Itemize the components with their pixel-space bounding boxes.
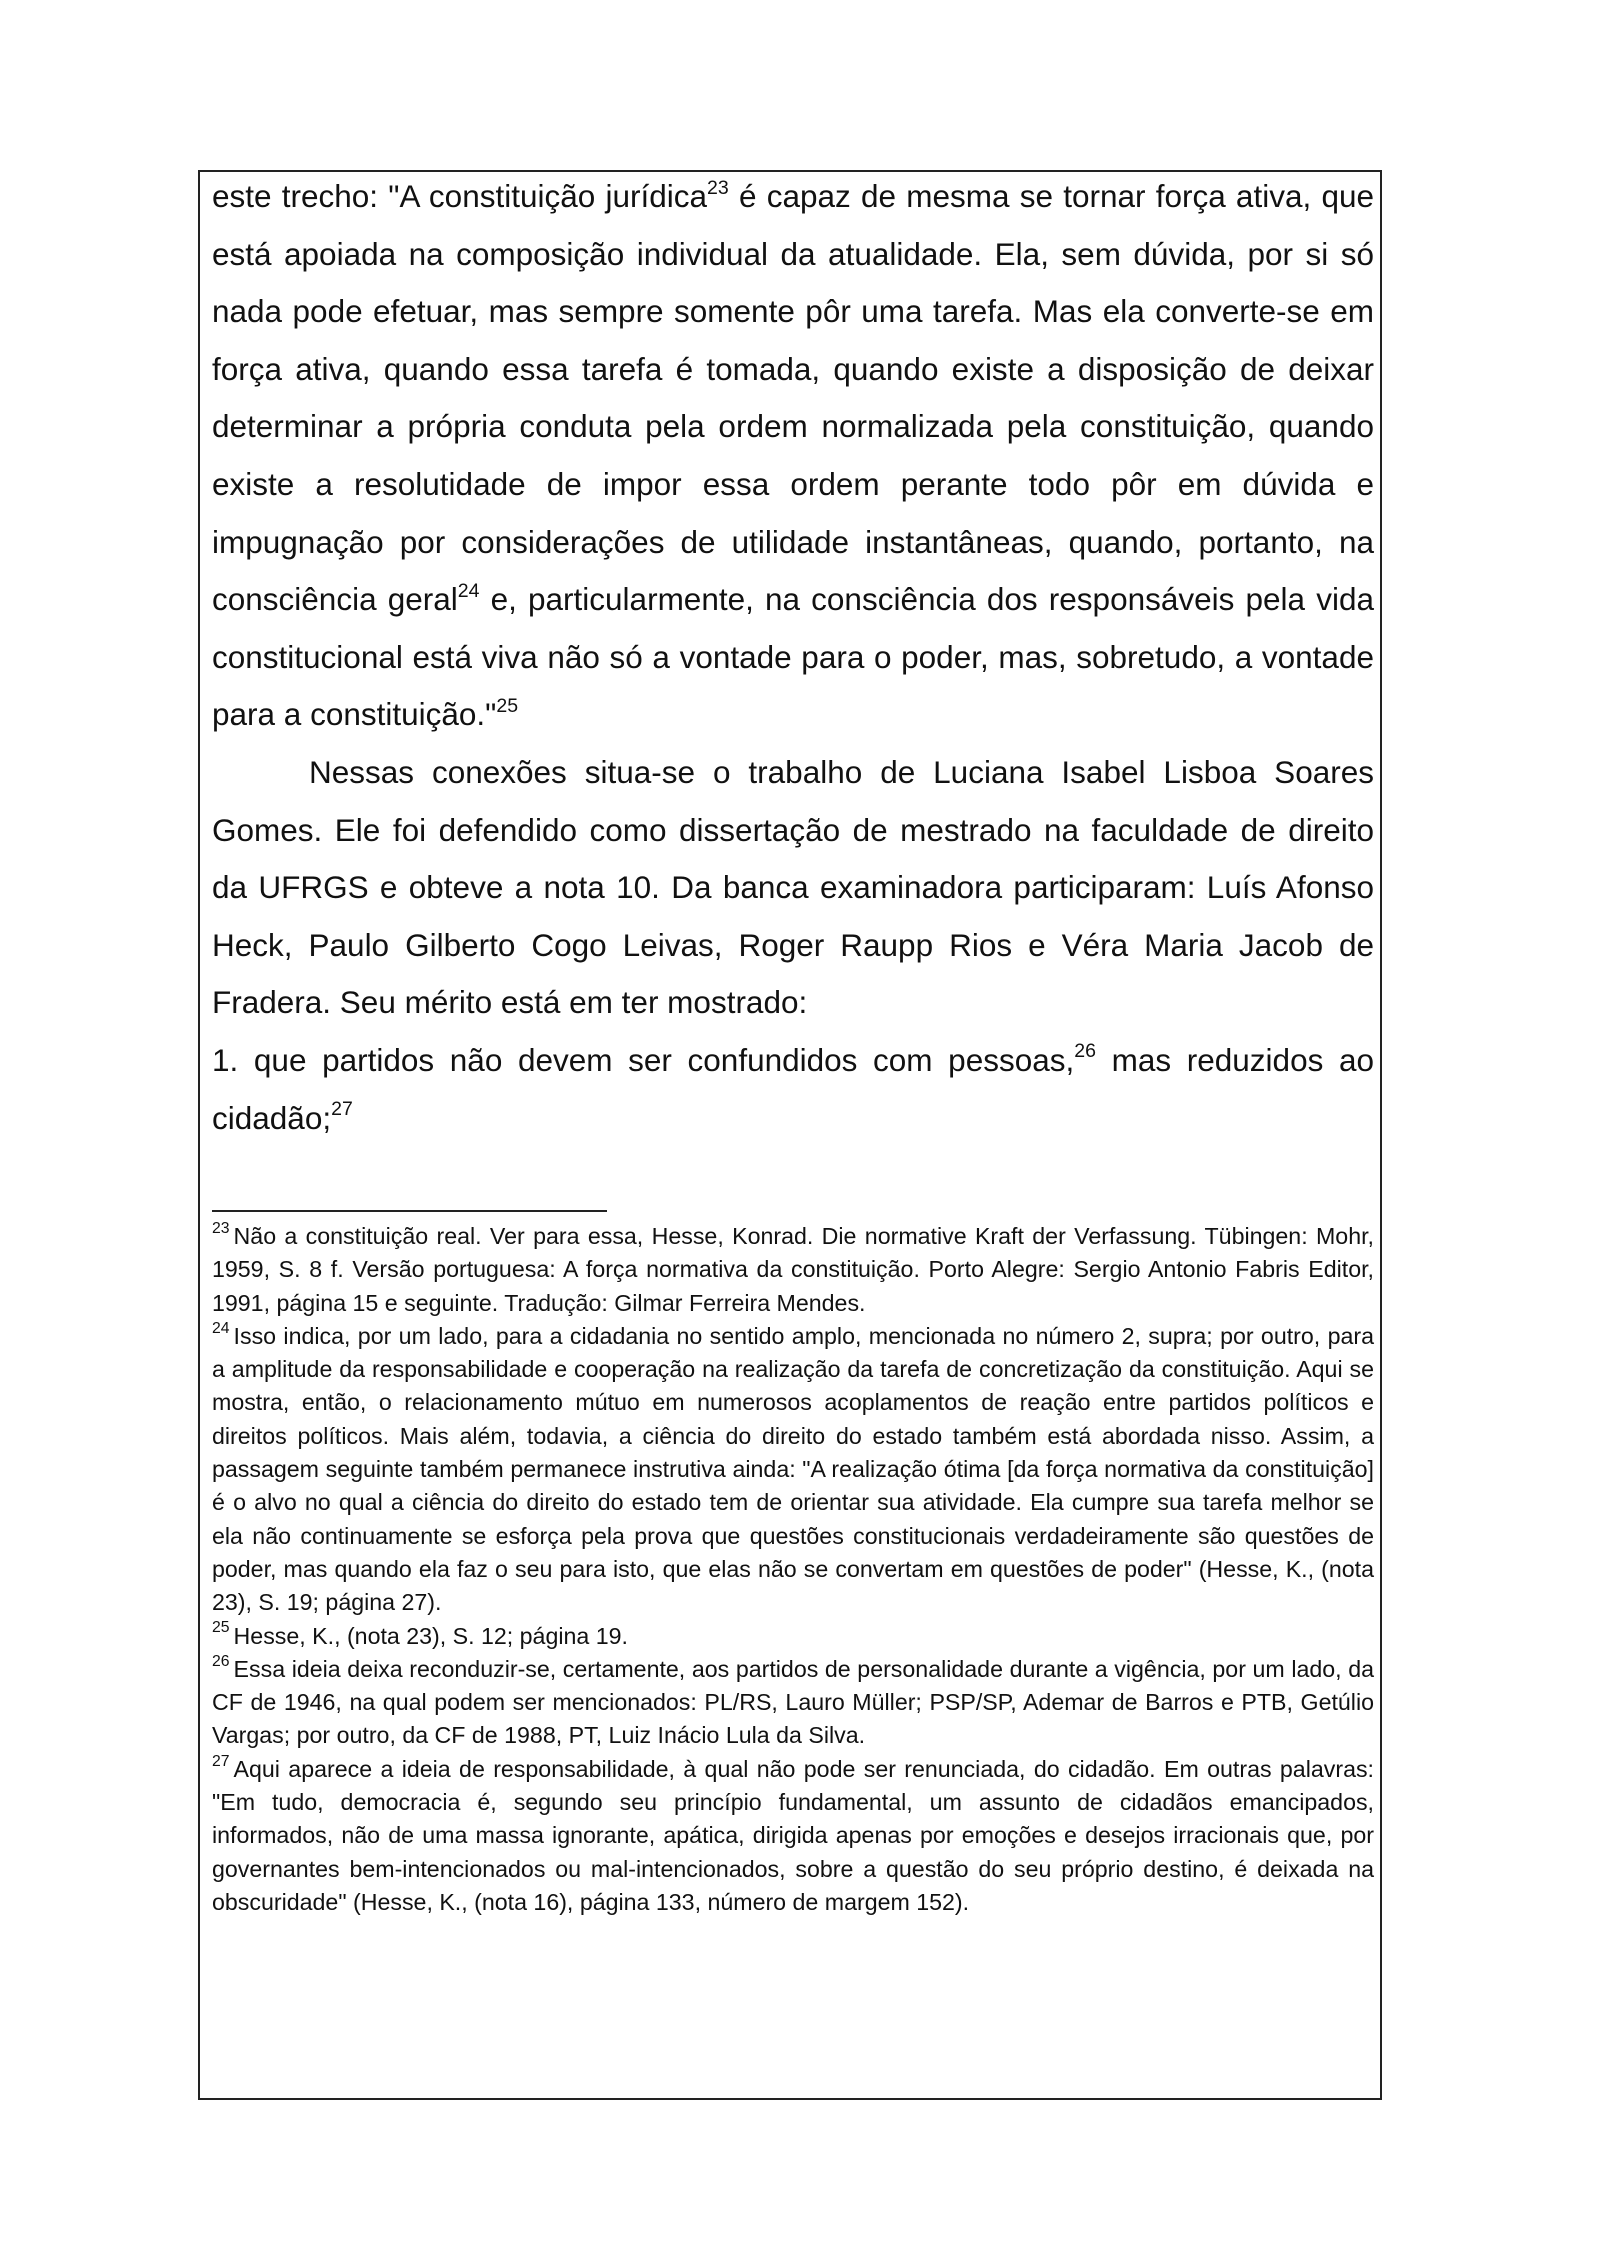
paragraph-quote [212, 168, 1374, 744]
footnote-number: 23 [212, 1219, 230, 1237]
list-item-1-text-b: mas reduzidos ao cidadão; [212, 1041, 1375, 1136]
footnote-23 [212, 1220, 1374, 1320]
list-item-1-text-a: 1. que partidos não devem ser confundidos com pessoas, [212, 1041, 1075, 1078]
footnote-26 [212, 1653, 1374, 1753]
footnote-ref-25[interactable]: 25 [496, 694, 519, 717]
footnote-ref-26[interactable]: 26 [1074, 1040, 1096, 1063]
quote-text-a: este trecho: "A constituição jurídica [212, 178, 708, 214]
footnotes [212, 1220, 1374, 1919]
footnote-ref-27[interactable]: 27 [331, 1098, 353, 1121]
footnote-text: Isso indica, por um lado, para a cidadania no sentido amplo, mencionada no número 2, supra; por outro, para a amplitude da responsabilidade e cooperação na realização da tarefa de concretização da constituição. Aqui se mostra, então, o relacionamento mútuo em numerosos acoplamentos de reação entre partidos políticos e direitos políticos. Mais além, todavia, a ciência do direito do estado também está abordada nisso. Assim, a passagem seguinte também permanece instrutiva ainda: "A realização ótima [da força normativa da constituição] é o alvo no qual a ciência do direito do estado tem de orientar sua atividade. Ela cumpre sua tarefa melhor se ela não continuamente se esforça pela prova que questões constitucionais verdadeiramente são questões de poder, mas quando ela faz o seu para isto, que elas não se convertam em questões de poder" (Hesse, K., (nota 23), S. 19; página 27). [212, 1322, 1374, 1616]
footnote-number: 24 [212, 1319, 230, 1337]
footnote-text: Aqui aparece a ideia de responsabilidade, à qual não pode ser renunciada, do cidadão. Em outras palavras: "Em tudo, democracia é, segundo seu princípio fundamental, um assunto de cidadãos emancipados, informados, não de uma massa ignorante, apática, dirigida apenas por emoções e desejos irracionais que, por governantes bem-intencionados ou mal-intencionados, sobre a questão do seu próprio destino, é deixada na obscuridade" (Hesse, K., (nota 16), página 133, número de margem 152). [212, 1755, 1374, 1915]
footnote-text: Hesse, K., (nota 23), S. 12; página 19. [233, 1622, 628, 1649]
footnote-24 [212, 1320, 1374, 1620]
quote-text-b: é capaz de mesma se tornar força ativa, que está apoiada na composição individual da atualidade. Ela, sem dúvida, por si só nada pode efetuar, mas sempre somente pôr uma tarefa. Mas ela converte-se em força ativa, quando essa tarefa é tomada, quando existe a disposição de deixar determinar a própria conduta pela ordem normalizada pela constituição, quando existe a resolutidade de impor essa ordem perante todo pôr em dúvida e impugnação por considerações de utilidade instantâneas, quando, portanto, na consciência geral [212, 178, 1374, 618]
footnote-text: Não a constituição real. Ver para essa, Hesse, Konrad. Die normative Kraft der Verfassung. Tübingen: Mohr, 1959, S. 8 f. Versão portuguesa: A força normativa da constituição. Porto Alegre: Sergio Antonio Fabris Editor, 1991, página 15 e seguinte. Tradução: Gilmar Ferreira Mendes. [212, 1223, 1374, 1316]
footnote-25 [212, 1620, 1374, 1653]
footnote-ref-23[interactable]: 23 [707, 176, 729, 199]
footnote-number: 26 [212, 1652, 230, 1670]
footnote-ref-24[interactable]: 24 [457, 579, 480, 602]
main-text [212, 168, 1374, 1147]
footnote-27 [212, 1753, 1374, 1919]
footnote-number: 27 [212, 1752, 230, 1770]
footnote-text: Essa ideia deixa reconduzir-se, certamente, aos partidos de personalidade durante a vigência, por um lado, da CF de 1946, na qual podem ser mencionados: PL/RS, Lauro Müller; PSP/SP, Ademar de Barros e PTB, Getúlio Vargas; por outro, da CF de 1988, PT, Luiz Inácio Lula da Silva. [212, 1655, 1374, 1749]
footnote-number: 25 [212, 1619, 230, 1637]
quote-text-c: e, particularmente, na consciência dos responsáveis pela vida constitucional está viva não só a vontade para o poder, mas, sobretudo, a vontade para a constituição." [212, 581, 1374, 733]
footnote-separator [212, 1210, 607, 1212]
list-item-1 [212, 1032, 1374, 1147]
paragraph-context: Nessas conexões situa-se o trabalho de Luciana Isabel Lisboa Soares Gomes. Ele foi defendido como dissertação de mestrado na faculdade de direito da UFRGS e obteve a nota 10. Da banca examinadora participaram: Luís Afonso Heck, Paulo Gilberto Cogo Leivas, Roger Raupp Rios e Véra Maria Jacob de Fradera. Seu mérito está em ter mostrado: [212, 753, 1374, 1021]
